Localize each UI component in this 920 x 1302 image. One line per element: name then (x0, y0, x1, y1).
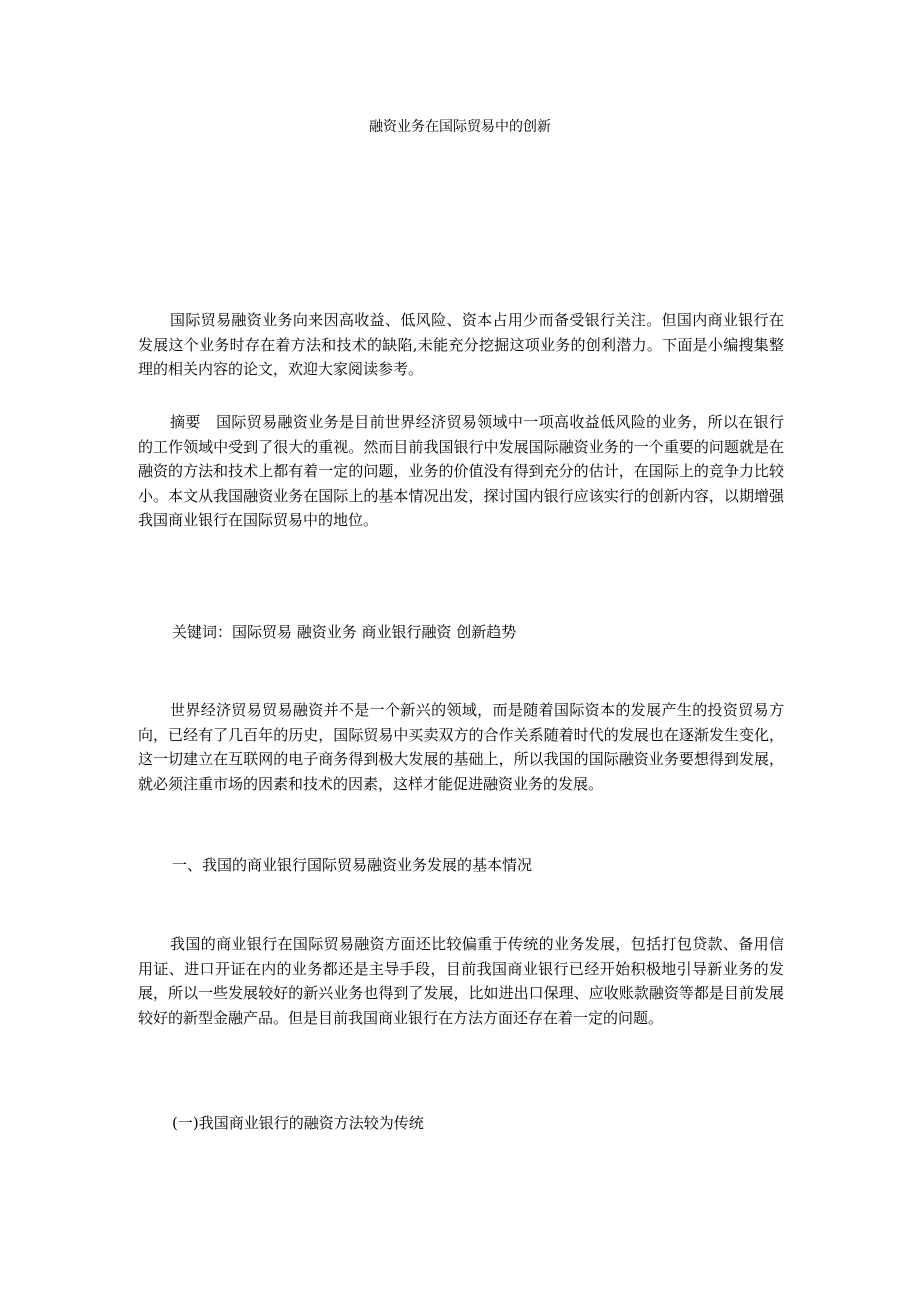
section-heading: 一、我国的商业银行国际贸易融资业务发展的基本情况 (172, 856, 533, 874)
body-paragraph: 世界经济贸易贸易融资并不是一个新兴的领域，而是随着国际资本的发展产生的投资贸易方向，已经有了几百年的历史，国际贸易中买卖双方的合作关系随着时代的发展也在逐渐发生变化，这一切建立在互联网的电子商务得到极大发展的基础上，所以我国的国际融资业务要想得到发展，就必须注重市场的因素和技术的因素，这样才能促进融资业务的发展。 (138, 701, 784, 793)
intro-paragraph: 国际贸易融资业务向来因高收益、低风险、资本占用少而备受银行关注。但国内商业银行在发展这个业务时存在着方法和技术的缺陷,未能充分挖掘这项业务的创利潜力。下面是小编搜集整理的相关内容的论文，欢迎大家阅读参考。 (138, 311, 784, 379)
abstract-paragraph: 摘要 国际贸易融资业务是目前世界经济贸易领域中一项高收益低风险的业务，所以在银行的工作领域中受到了很大的重视。然而目前我国银行中发展国际融资业务的一个重要的问题就是在融资的方法和技术上都有着一定的问题，业务的价值没有得到充分的估计，在国际上的竞争力比较小。本文从我国融资业务在国际上的基本情况出发，探讨国内银行应该实行的创新内容，以期增强我国商业银行在国际贸易中的地位。 (138, 413, 784, 530)
section-paragraph: 我国的商业银行在国际贸易融资方面还比较偏重于传统的业务发展，包括打包贷款、备用信用证、进口开证在内的业务都还是主导手段，目前我国商业银行已经开始积极地引导新业务的发展，所以一些发展较好的新兴业务也得到了发展，比如进出口保理、应收账款融资等都是目前发展较好的新型金融产品。但是目前我国商业银行在方法方面还存在着一定的问题。 (138, 935, 784, 1027)
document-title: 融资业务在国际贸易中的创新 (369, 119, 551, 135)
keywords-line: 关键词：国际贸易 融资业务 商业银行融资 创新趋势 (172, 623, 517, 641)
subsection-heading: (一)我国商业银行的融资方法较为传统 (172, 1114, 424, 1132)
